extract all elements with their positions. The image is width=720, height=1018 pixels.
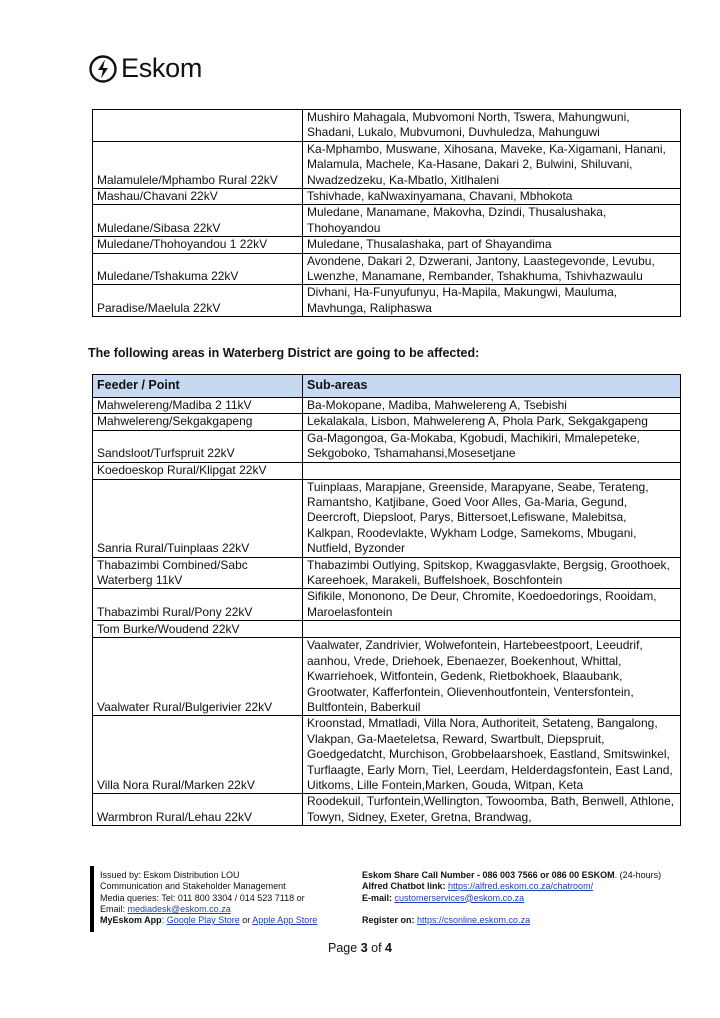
table-row [93, 237, 681, 253]
subareas-cell: Muledane, Thusalashaka, part of Shayandima [303, 237, 681, 253]
subareas-cell: Lekalakala, Lisbon, Mahwelereng A, Phola Park, Sekgakgapeng [303, 414, 681, 430]
apple-store-link[interactable]: Apple App Store [252, 915, 318, 926]
media-queries: Media queries: Tel: 011 800 3304 / 014 523 7118 or [100, 892, 305, 903]
feeder-cell: Muledane/Thohoyandou 1 22kV [93, 237, 303, 253]
register-label: Register on: [362, 915, 418, 926]
table-row [93, 430, 681, 462]
vhembe-table-body [93, 110, 681, 317]
subareas-cell: Thabazimbi Outlying, Spitskop, Kwaggasvlakte, Bergsig, Groothoek, Kareehoek, Marakeli, Buffelshoek, Boschfontein [303, 557, 681, 589]
page-mid: of [367, 941, 386, 955]
table-row [93, 189, 681, 205]
feeder-cell: Koedoeskop Rural/Klipgat 22kV [93, 462, 303, 479]
customer-email-link[interactable]: customerservices@eskom.co.za [394, 892, 525, 903]
subareas-cell: Tshivhade, kaNwaxinyamana, Chavani, Mbhokota [303, 189, 681, 205]
feeder-cell: Warmbron Rural/Lehau 22kV [93, 794, 303, 826]
table-row [93, 414, 681, 430]
subareas-cell: Divhani, Ha-Funyufunyu, Ha-Mapila, Makungwi, Mauluma, Mavhunga, Raliphaswa [303, 285, 681, 317]
table-row [93, 638, 681, 716]
subareas-cell: Ba-Mokopane, Madiba, Mahwelereng A, Tsebishi [303, 398, 681, 414]
table-row [93, 794, 681, 826]
customer-email-line [362, 893, 661, 904]
or-text: or [239, 915, 253, 926]
app-label: MyEskom App [100, 915, 162, 926]
table-row [93, 557, 681, 589]
page-prefix: Page [328, 941, 361, 955]
feeder-cell: Sandsloot/Turfspruit 22kV [93, 430, 303, 462]
app-line [100, 915, 317, 926]
page-total: 4 [385, 941, 392, 955]
chatbot-link[interactable]: https://alfred.eskom.co.za/chatroom/ [448, 881, 594, 892]
footer [90, 866, 702, 932]
subareas-cell: Ka-Mphambo, Muswane, Xihosana, Maveke, Ka-Xigamani, Hanani, Malamula, Machele, Ka-Hasane, Dakari 2, Bulwini, Shiluvani, Nwadzedzeku, Ka-Mbatlo, Xitlhaleni [303, 141, 681, 188]
media-email-link[interactable]: mediadesk@eskom.co.za [127, 903, 231, 914]
footer-right [362, 870, 661, 926]
table-row [93, 110, 681, 142]
department: Communication and Stakeholder Management [100, 881, 286, 892]
register-link[interactable]: https://csonline.eskom.co.za [417, 915, 531, 926]
table-header-row [93, 375, 681, 398]
feeder-cell: Mahwelereng/Madiba 2 11kV [93, 398, 303, 414]
table-row [93, 716, 681, 794]
email2-label: E-mail: [362, 892, 395, 903]
share-call-suffix: . (24-hours) [614, 870, 662, 880]
subareas-cell [303, 621, 681, 638]
table-row [93, 285, 681, 317]
feeder-cell: Villa Nora Rural/Marken 22kV [93, 716, 303, 794]
feeder-cell: Muledane/Sibasa 22kV [93, 205, 303, 237]
table-row [93, 462, 681, 479]
subareas-cell: Ga-Magongoa, Ga-Mokaba, Kgobudi, Machikiri, Mmalepeteke, Sekgoboko, Tshamahansi,Mosesetjane [303, 430, 681, 462]
vhembe-table [92, 109, 681, 317]
feeder-cell: Tom Burke/Woudend 22kV [93, 621, 303, 638]
subareas-cell: Mushiro Mahagala, Mubvomoni North, Tswera, Mahungwuni, Shadani, Lukalo, Mubvumoni, Duvhuledza, Mahunguwi [303, 110, 681, 142]
table-row [93, 141, 681, 188]
chatbot-label: Alfred Chatbot link: [362, 881, 448, 892]
footer-left [100, 870, 317, 926]
page-current: 3 [360, 941, 368, 955]
google-play-link[interactable]: Google Play Store [166, 915, 240, 926]
page-number [0, 941, 720, 955]
subareas-cell: Muledane, Manamane, Makovha, Dzindi, Thusalushaka, Thohoyandou [303, 205, 681, 237]
table-row [93, 621, 681, 638]
chatbot-line [362, 881, 661, 892]
subareas-cell: Sifikile, Mononono, De Deur, Chromite, Koedoedorings, Rooidam, Maroelasfontein [303, 589, 681, 621]
section-heading: The following areas in Waterberg District are going to be affected: [88, 346, 480, 360]
subareas-cell: Avondene, Dakari 2, Dzwerani, Jantony, Laastegevonde, Levubu, Lwenzhe, Manamane, Rembander, Tshakhuma, Tshivhazwaulu [303, 253, 681, 285]
feeder-cell: Thabazimbi Rural/Pony 22kV [93, 589, 303, 621]
subareas-cell: Tuinplaas, Marapjane, Greenside, Marapyane, Seabe, Terateng, Ramantsho, Katjibane, Goed Voor Alles, Ga-Maria, Gegund, Deercroft, Diepsloot, Parys, Bittersoet,Lefiswane, Malebitsa, Kalkpan, Roodevlakte, Wykham Lodge, Samekoms, Mbugani, Nutfield, Byzonder [303, 479, 681, 557]
media-email-line [100, 904, 317, 915]
header-feeder: Feeder / Point [93, 375, 303, 398]
feeder-cell: Muledane/Tshakuma 22kV [93, 253, 303, 285]
share-call-line [362, 870, 661, 881]
feeder-cell: Vaalwater Rural/Bulgerivier 22kV [93, 638, 303, 716]
feeder-cell: Paradise/Maelula 22kV [93, 285, 303, 317]
table-row [93, 398, 681, 414]
table-row [93, 205, 681, 237]
waterberg-table-body [93, 398, 681, 826]
eskom-logo [89, 53, 202, 84]
eskom-logo-icon [89, 55, 117, 83]
table-row [93, 253, 681, 285]
subareas-cell: Roodekuil, Turfontein,Wellington, Towoomba, Bath, Benwell, Athlone, Towyn, Sidney, Exeter, Gretna, Brandwag, [303, 794, 681, 826]
waterberg-table [92, 374, 681, 826]
subareas-cell: Kroonstad, Mmatladi, Villa Nora, Authoriteit, Setateng, Bangalong, Vlakpan, Ga-Maeteletsa, Reward, Swartbult, Diepspruit, Goedgedatcht, Murchison, Grobbelaarshoek, Eastland, Smitswinkel, Turflaagte, Early Morn, Tiel, Leerdam, Helderdagsfontein, East Land, Uitkoms, Lille Fontein,Marken, Gouda, Witpan, Keta [303, 716, 681, 794]
feeder-cell: Malamulele/Mphambo Rural 22kV [93, 141, 303, 188]
table-row [93, 589, 681, 621]
brand-name: Eskom [121, 53, 203, 83]
feeder-cell: Mahwelereng/Sekgakgapeng [93, 414, 303, 430]
subareas-cell: Vaalwater, Zandrivier, Wolwefontein, Hartebeestpoort, Leeudrif, aanhou, Vrede, Driehoek, Ebenaezer, Boekenhout, Whittal, Kwarriehoek, Witfontein, Gedenk, Rietbokhoek, Blaaubank, Grootwater, Kafferfontein, Olievenhoutfontein, Ventersfontein, Bultfontein, Baberkuil [303, 638, 681, 716]
register-line [362, 915, 661, 926]
feeder-cell: Mashau/Chavani 22kV [93, 189, 303, 205]
feeder-cell: Sanria Rural/Tuinplaas 22kV [93, 479, 303, 557]
feeder-cell: Thabazimbi Combined/Sabc Waterberg 11kV [93, 557, 303, 589]
app-sep: : [161, 915, 167, 926]
share-call: Eskom Share Call Number - 086 003 7566 or 086 00 ESKOM [362, 870, 615, 880]
spacer [362, 904, 661, 915]
header-subareas: Sub-areas [303, 375, 681, 398]
table-row [93, 479, 681, 557]
feeder-cell [93, 110, 303, 142]
issued-by: Issued by: Eskom Distribution LOU [100, 870, 240, 880]
subareas-cell [303, 462, 681, 479]
email-label: Email: [100, 903, 128, 914]
